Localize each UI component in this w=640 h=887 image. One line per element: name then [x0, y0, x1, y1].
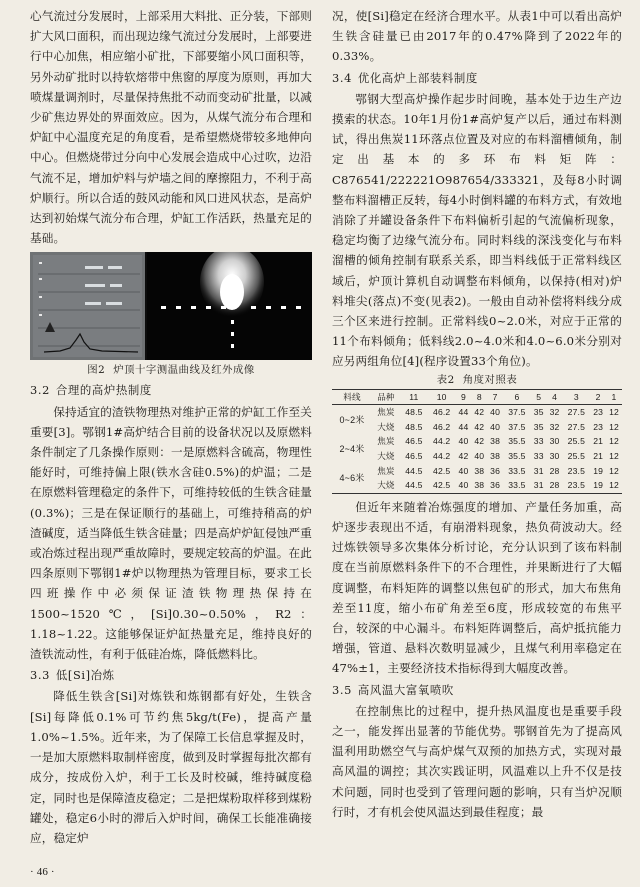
- angle-cell: 42.5: [433, 480, 451, 491]
- section-3-3-heading: [30, 665, 312, 685]
- angle-cell: 28: [549, 465, 560, 476]
- angle-cell: 46.2: [433, 421, 451, 432]
- angle-cell: 12: [609, 421, 619, 432]
- figure-caption: [30, 362, 312, 378]
- stockline-range-cell: 2~4米: [339, 443, 365, 454]
- angle-cell: 44: [458, 407, 469, 418]
- header-cell: 3: [573, 391, 579, 402]
- infrared-image: [147, 252, 312, 360]
- angle-cell: 12: [609, 480, 619, 491]
- table-row: [332, 478, 622, 493]
- section-title: 低[Si]冶炼: [55, 668, 115, 683]
- angle-cell: 40: [474, 451, 485, 462]
- paragraph-3-3: 降低生铁含[Si]对炼铁和炼钢都有好处，生铁含[Si]每降低0.1%可节约焦5kg/t(Fe)，提高产量1.0%~1.5%。近年来，为了保障工长信息掌握及时，一是加大原燃料取制样密度，做到及时掌握每批次都有成分，按成份入炉，利于工长及时校碱，维持碱度稳定，同时也是保障渣皮稳定；二是把煤粉取样移到煤粉罐处，稳定6小时的滞后入炉时间，确保工长能准确接应，稳定炉: [30, 689, 312, 845]
- angle-cell: 36: [490, 465, 501, 476]
- section-number: 3.2: [30, 383, 50, 398]
- material-cell: 焦炭: [377, 465, 395, 476]
- header-cell: 品种: [377, 391, 395, 402]
- angle-cell: 36: [490, 480, 501, 491]
- table-title: 角度对照表: [462, 373, 518, 386]
- angle-cell: 25.5: [567, 451, 585, 462]
- angle-cell: 38: [474, 480, 485, 491]
- angle-cell: 27.5: [567, 421, 585, 432]
- angle-cell: 48.5: [405, 421, 423, 432]
- angle-cell: 32: [549, 407, 560, 418]
- angle-cell: 23.5: [567, 465, 585, 476]
- angle-cell: 28: [549, 480, 560, 491]
- angle-cell: 40: [490, 407, 501, 418]
- material-cell: 大烧: [377, 480, 395, 491]
- material-cell: 焦炭: [377, 436, 395, 447]
- angle-cell: 37.5: [508, 421, 526, 432]
- angle-cell: 46.5: [405, 436, 423, 447]
- angle-cell: 42: [458, 451, 469, 462]
- angle-cell: 33.5: [508, 480, 526, 491]
- header-cell: 8: [476, 391, 482, 402]
- table-caption: [332, 373, 622, 388]
- section-number: 3.4: [332, 70, 352, 85]
- angle-cell: 12: [609, 407, 619, 418]
- angle-cell: 31: [533, 480, 544, 491]
- material-cell: 大烧: [377, 421, 395, 432]
- angle-cell: 33: [533, 451, 544, 462]
- angle-cell: 42: [474, 436, 485, 447]
- header-cell: 1: [611, 391, 617, 402]
- figure-number: 图2: [87, 364, 106, 377]
- angle-cell: 38: [490, 451, 501, 462]
- angle-cell: 42: [474, 407, 485, 418]
- angle-cell: 12: [609, 465, 619, 476]
- angle-cell: 12: [609, 436, 619, 447]
- material-cell: 焦炭: [377, 407, 395, 418]
- page-number: · 46 ·: [30, 866, 55, 878]
- section-title: 高风温大富氧喷吹: [357, 682, 454, 697]
- material-cell: 大烧: [377, 451, 395, 462]
- table-row: [332, 434, 622, 449]
- angle-cell: 23.5: [567, 480, 585, 491]
- stockline-range-cell: 0~2米: [339, 414, 365, 425]
- header-cell: 6: [514, 391, 520, 402]
- table-row: [332, 405, 622, 420]
- angle-cell: 21: [593, 451, 604, 462]
- angle-cell: 31: [533, 465, 544, 476]
- header-cell: 5: [536, 391, 542, 402]
- angle-cell: 23: [593, 407, 604, 418]
- infrared-graphic: [147, 252, 312, 360]
- table-row: [332, 449, 622, 464]
- angle-cell: 21: [593, 436, 604, 447]
- angle-cell: 42: [474, 421, 485, 432]
- angle-cell: 38: [474, 465, 485, 476]
- angle-table: [332, 389, 622, 494]
- angle-cell: 35: [533, 407, 544, 418]
- figure-2: [30, 252, 312, 360]
- angle-cell: 40: [458, 436, 469, 447]
- angle-cell: 23: [593, 421, 604, 432]
- angle-cell: 42.5: [433, 465, 451, 476]
- angle-cell: 27.5: [567, 407, 585, 418]
- angle-cell: 25.5: [567, 436, 585, 447]
- angle-cell: 37.5: [508, 407, 526, 418]
- table-header-row: [332, 389, 622, 405]
- angle-cell: 33.5: [508, 465, 526, 476]
- temperature-curve-graphic: [30, 252, 145, 360]
- angle-cell: 32: [549, 421, 560, 432]
- paragraph-after-table: 但近年来随着冶炼强度的增加、产量任务加重，高炉逐步表现出不适，有崩滑料现象，热负荷波动大。经过炼铁领导多次集体分析讨论，充分认识到了该布料制度在当前原燃料条件下的不合理性，并果断进行了大幅度调整，布料矩阵的调整以焦包矿的形式，加大布焦角差至11度，缩小布矿角差至6度，形成较宽的布焦平台，较深的中心漏斗。布料矩阵调整后，高炉抵抗能力增强，管道、悬料次数明显减少，且煤气利用率稳定在47%±1，主要经济技术指标得到大幅度改善。: [332, 499, 622, 676]
- left-column: [30, 6, 312, 848]
- angle-cell: 38: [490, 436, 501, 447]
- header-cell: 4: [552, 391, 557, 402]
- angle-cell: 35.5: [508, 451, 526, 462]
- angle-cell: 48.5: [405, 407, 423, 418]
- angle-cell: 40: [458, 480, 469, 491]
- header-cell: 9: [461, 391, 466, 402]
- angle-cell: 44.5: [405, 465, 423, 476]
- angle-cell: 46.2: [433, 407, 451, 418]
- header-cell: 11: [409, 391, 419, 402]
- angle-cell: 40: [490, 421, 501, 432]
- section-number: 3.3: [30, 668, 50, 683]
- stockline-range-cell: 4~6米: [339, 472, 365, 483]
- table-body: [332, 405, 622, 494]
- paragraph-3-2: 保持适宜的渣铁物理热对维护正常的炉缸工作至关重要[3]。鄂钢1#高炉结合目前的设备状况以及原燃料条件制定了几条操作原则：一是原燃料含硫高，物理性能好时，可维持偏上限(铁水含硅0.5%)的炉温；二是在原燃料管理稳定的条件下，可维持较低的生铁含硅量(0.3%)；三是在保证顺行的基础上，可维持稍高的炉渣碱度，适当降低生铁含硅量；四是高炉炉缸侵蚀严重或冶炼过程出现严重故障时，要规定较高的炉温。在此四条原则下鄂钢1#炉以物理热为管理目标，要求工长四班操作中必须保证渣铁物理热保持在1500~1520℃，[Si]0.30~0.50%，R2：1.18~1.22。这能够保证炉缸热量充足，维持良好的渣铁流动性，有利于低硅冶炼，降低燃料比。: [30, 404, 312, 662]
- figure-title: 炉顶十字测温曲线及红外成像: [113, 364, 255, 377]
- angle-cell: 35: [533, 421, 544, 432]
- section-title: 优化高炉上部装料制度: [357, 70, 478, 85]
- angle-cell: 19: [593, 465, 604, 476]
- table-row: [332, 464, 622, 479]
- angle-cell: 46.5: [405, 451, 423, 462]
- paragraph-3-5: 在控制焦比的过程中，提升热风温度也是重要手段之一，能发挥出显著的节能优势。鄂钢首先为了提高风温利用助燃空气与高炉煤气双预的加热方式，实现对最高风温的调控；其次实践证明，风温难以上升不仅是技术问题，同时也受到了管理问题的影响，只有当炉况顺行时，才有机会使风温达到最佳程度；最: [332, 703, 622, 819]
- table-number: 表2: [436, 373, 455, 386]
- section-3-2-heading: [30, 380, 312, 400]
- angle-cell: 44.5: [405, 480, 423, 491]
- paragraph-3-4: 鄂钢大型高炉操作起步时间晚，基本处于边生产边摸索的状态。10年1月份1#高炉复产以后，通过布料测试，得出焦炭11环落点位置及对应的布料溜槽倾角，制定出基本的多环布料矩阵：C876541/222221O987654/333321，及每8小时调整布料溜槽正反转，每4小时倒料罐的布料方式，有效地消除了并罐设备条件下布料偏析引起的气流偏析现象，稳定均衡了边缘气流分布。同时料线的深浅变化与布料溜槽的倾角控制有联系关系，即当料线低于正常料线区域后，炉顶计算机自动调整布料倾角，以保持(相对)炉料堆尖(落点)不变(见表2)。一般由自动补偿将料线分成三个区来进行控制。正常料线0~2.0米，对应于正常的11个布料倾角；低料线2.0~4.0米和4.0~6.0米分别对应另两组角位[4](程序设置33个角位)。: [332, 91, 622, 369]
- paragraph-top-right: 况，使[Si]稳定在经济合理水平。从表1中可以看出高炉生铁含硅量已由2017年的0.47%降到了2022年的0.33%。: [332, 9, 622, 64]
- angle-cell: 19: [593, 480, 604, 491]
- angle-cell: 44.2: [433, 451, 451, 462]
- angle-cell: 44: [458, 421, 469, 432]
- angle-cell: 30: [549, 451, 560, 462]
- header-cell: 10: [436, 391, 447, 402]
- angle-cell: 12: [609, 451, 619, 462]
- table-row: [332, 420, 622, 435]
- temperature-curve-image: [30, 252, 145, 360]
- header-cell: 料线: [343, 391, 361, 402]
- header-cell: 2: [595, 391, 601, 402]
- section-number: 3.5: [332, 682, 352, 697]
- angle-cell: 40: [458, 465, 469, 476]
- section-title: 合理的高炉热制度: [55, 383, 152, 398]
- angle-cell: 35.5: [508, 436, 526, 447]
- angle-cell: 33: [533, 436, 544, 447]
- angle-cell: 44.2: [433, 436, 451, 447]
- header-cell: 7: [492, 391, 498, 402]
- section-3-5-heading: [332, 680, 622, 700]
- section-3-4-heading: [332, 68, 622, 88]
- right-column: [332, 6, 622, 822]
- paragraph-top-left: 心气流过分发展时，上部采用大料批、正分装，下部则扩大风口面积，而出现边缘气流过分发展时，上部要进行中心加焦，相应缩小矿批，下部要缩小风口面积等，另外动矿批时以持软熔带中焦窗的厚度为原则，再加大喷煤量调剂时，尽量保持焦批不动而变动矿批量，以减少矿焦边界处的界面效应。因为，从煤气流分布合理和炉缸中心温度充足的角度看，是希望燃烧带较多地伸向中心。但燃烧带过分向中心发展会造成中心过吹，边沿气流不足，增加炉料与炉墙之间的摩擦阻力，不利于高炉顺行。所以合适的鼓风动能和风口进风状态，是高炉达到初始煤气流分布合理，炉缸工作活跃，热量充足的基础。: [30, 9, 312, 246]
- angle-cell: 30: [549, 436, 560, 447]
